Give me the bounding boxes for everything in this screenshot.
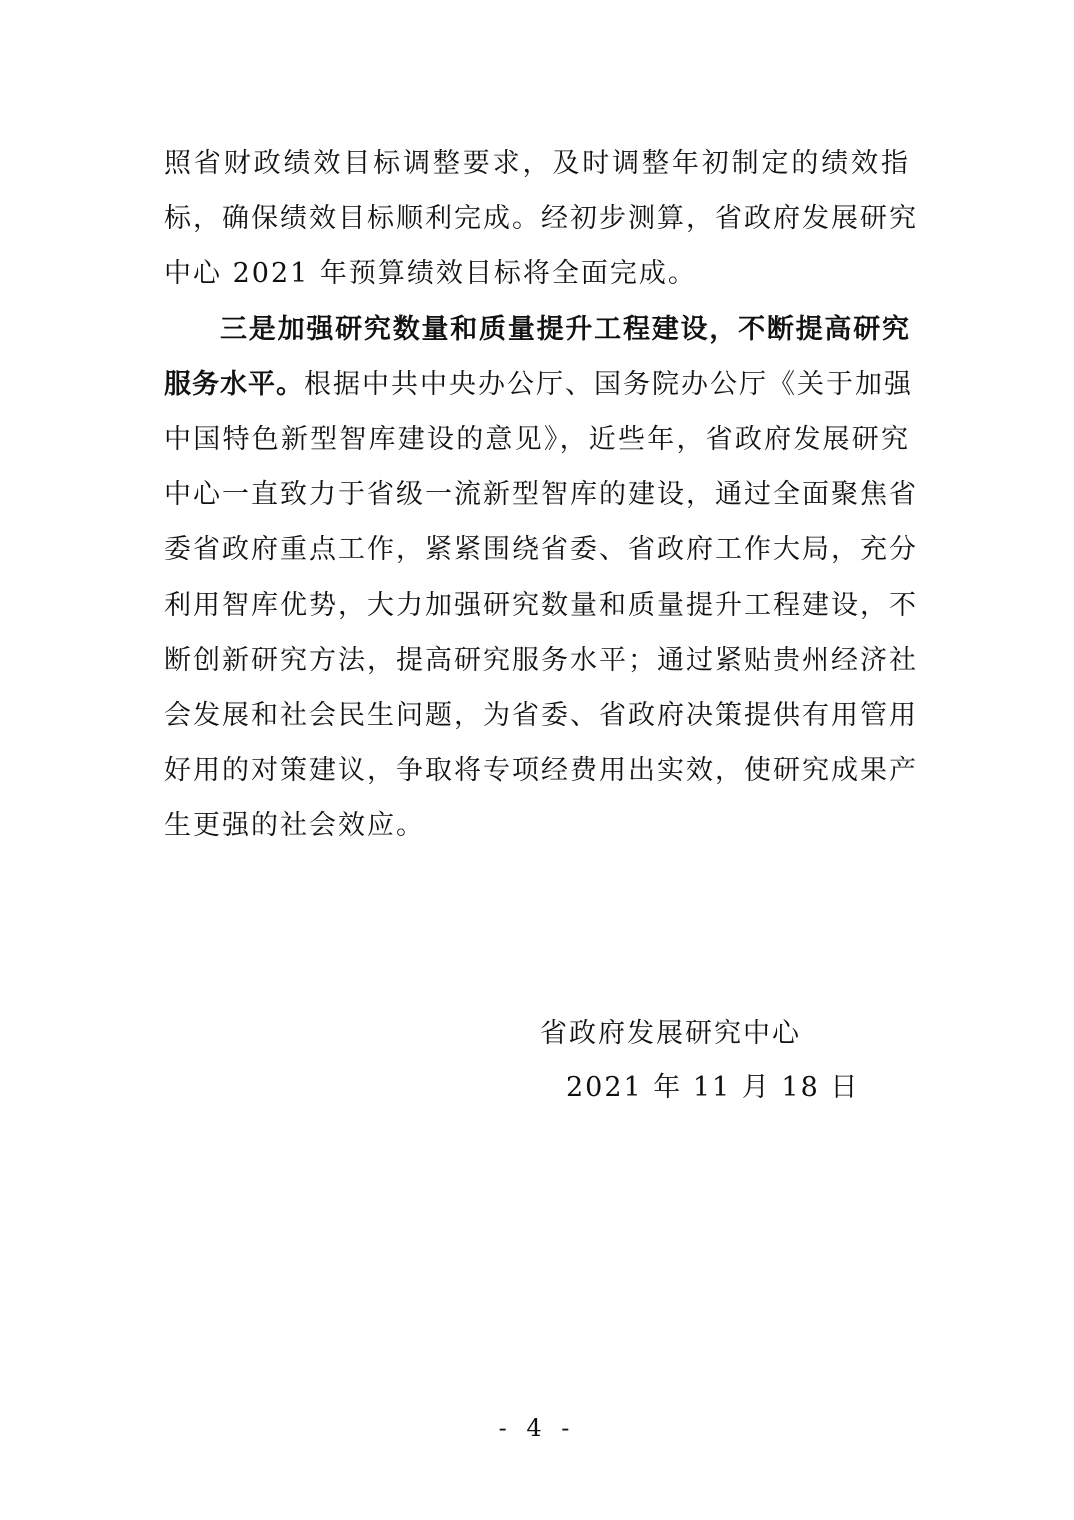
- paragraph-2-line-2-text: 根据中共中央办公厅、国务院办公厅《关于加强: [304, 369, 913, 400]
- signature-organization: 省政府发展研究中心: [540, 1018, 801, 1049]
- paragraph-2-bold-heading-end: 服务水平。: [164, 369, 304, 400]
- page-number: - 4 -: [498, 1414, 576, 1442]
- paragraph-2-line-4: 中心一直致力于省级一流新型智库的建设，通过全面聚焦省: [164, 479, 918, 510]
- paragraph-2-line-3: 中国特色新型智库建设的意见》，近些年，省政府发展研究: [164, 424, 910, 455]
- paragraph-2-line-5: 委省政府重点工作，紧紧围绕省委、省政府工作大局，充分: [164, 534, 918, 565]
- paragraph-1-line-1: 照省财政绩效目标调整要求，及时调整年初制定的绩效指: [164, 148, 910, 179]
- signature-date: 2021 年 11 月 18 日: [566, 1072, 860, 1103]
- paragraph-1-line-3: 中心 2021 年预算绩效目标将全面完成。: [164, 258, 697, 289]
- paragraph-2-line-10: 生更强的社会效应。: [164, 810, 425, 841]
- paragraph-2-line-7: 断创新研究方法，提高研究服务水平；通过紧贴贵州经济社: [164, 645, 918, 676]
- paragraph-2-line-9: 好用的对策建议，争取将专项经费用出实效，使研究成果产: [164, 755, 918, 786]
- paragraph-2-bold-heading-line: 三是加强研究数量和质量提升工程建设，不断提高研究: [220, 314, 910, 345]
- paragraph-2-line-2: [164, 365, 913, 405]
- paragraph-2-line-8: 会发展和社会民生问题，为省委、省政府决策提供有用管用: [164, 700, 918, 731]
- paragraph-2-line-6: 利用智库优势，大力加强研究数量和质量提升工程建设，不: [164, 590, 918, 621]
- paragraph-1-line-2: 标，确保绩效目标顺利完成。经初步测算，省政府发展研究: [164, 203, 918, 234]
